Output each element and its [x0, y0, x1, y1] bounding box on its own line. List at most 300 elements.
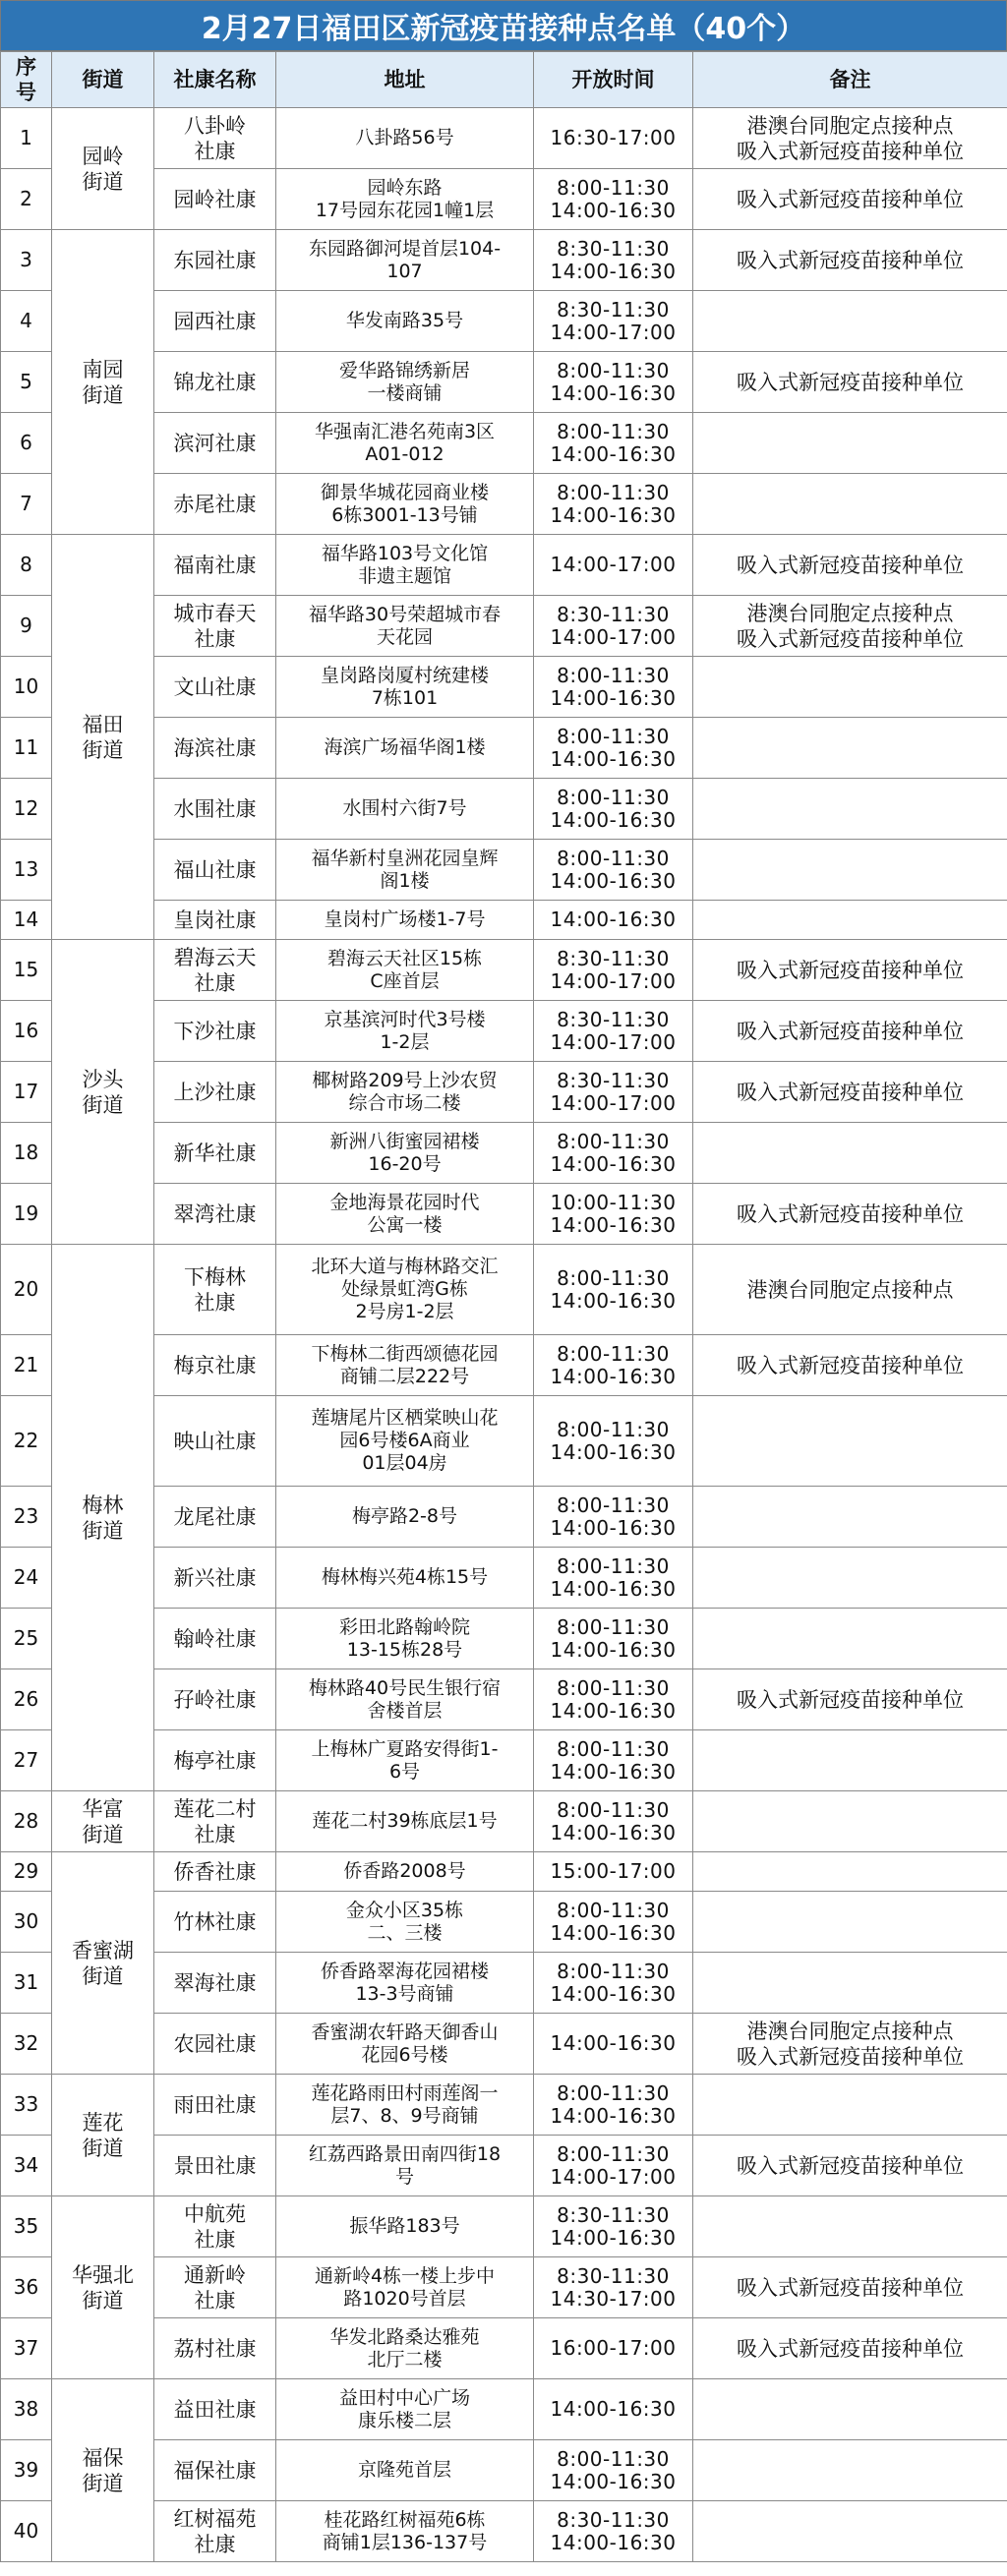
row-index-cell-text: 16	[13, 1019, 39, 1042]
remarks-cell-text: 吸入式新冠疫苗接种单位	[737, 370, 964, 394]
row-index-cell-text: 8	[20, 553, 32, 576]
row-index-cell	[1, 1396, 52, 1487]
street-cell-text: 华富 街道	[82, 1796, 124, 1846]
clinic-name-cell-text: 福山社康	[173, 857, 257, 882]
table-body	[1, 108, 1007, 2562]
clinic-name-cell-text: 园岭社康	[173, 187, 257, 211]
address-cell-text: 华发北路桑达雅苑 北厅二楼	[329, 2325, 480, 2371]
open-time-cell-text: 8:00-11:30 14:00-16:30	[550, 2080, 677, 2128]
clinic-name-cell	[154, 1396, 276, 1487]
clinic-name-cell-text: 龙尾社康	[173, 1504, 257, 1529]
clinic-name-cell-text: 翰岭社康	[173, 1626, 257, 1651]
open-time-cell-text: 8:00-11:30 14:00-16:30	[550, 480, 677, 527]
street-cell-text: 莲花 街道	[82, 2110, 124, 2160]
clinic-name-cell	[154, 169, 276, 230]
address-cell	[276, 2379, 534, 2440]
row-index-cell-text: 5	[20, 370, 32, 393]
clinic-name-cell-text: 下梅林 社康	[184, 1264, 246, 1315]
open-time-cell	[534, 1730, 693, 1791]
open-time-cell-text: 14:00-16:30	[550, 907, 677, 931]
row-index-cell	[1, 840, 52, 901]
remarks-cell	[693, 352, 1007, 413]
remarks-cell-text: 吸入式新冠疫苗接种单位	[737, 248, 964, 272]
remarks-cell-text: 港澳台同胞定点接种点	[746, 1277, 954, 1302]
remarks-cell	[693, 230, 1007, 291]
open-time-cell	[534, 1335, 693, 1396]
row-index-cell	[1, 2014, 52, 2075]
open-time-cell-text: 8:30-11:30 14:00-16:30	[550, 2202, 677, 2250]
clinic-name-cell	[154, 2014, 276, 2075]
open-time-cell-text: 14:00-16:30	[550, 2397, 677, 2421]
address-cell-text: 下梅林二街西颂德花园 商铺二层222号	[311, 1342, 499, 1387]
address-cell	[276, 2318, 534, 2379]
open-time-cell-text: 8:00-11:30 14:00-16:30	[550, 1493, 677, 1540]
clinic-name-cell-text: 下沙社康	[173, 1019, 257, 1043]
open-time-cell-text: 8:00-11:30 14:00-16:30	[550, 1898, 677, 1945]
clinic-name-cell	[154, 1730, 276, 1791]
open-time-cell-text: 8:00-11:30 14:00-16:30	[550, 1614, 677, 1662]
open-time-cell-text: 8:00-11:30 14:00-16:30	[550, 1417, 677, 1464]
row-index-cell-text: 35	[13, 2214, 39, 2238]
row-index-cell	[1, 1062, 52, 1123]
remarks-cell	[693, 1892, 1007, 1953]
open-time-cell-text: 16:30-17:00	[550, 126, 677, 149]
remarks-cell	[693, 2014, 1007, 2075]
remarks-cell	[693, 1609, 1007, 1669]
remarks-cell	[693, 940, 1007, 1001]
row-index-cell	[1, 1791, 52, 1852]
remarks-cell	[693, 840, 1007, 901]
row-index-cell-text: 6	[20, 431, 32, 454]
remarks-cell-text: 吸入式新冠疫苗接种单位	[737, 1201, 964, 1226]
remarks-cell	[693, 413, 1007, 474]
row-index-cell	[1, 2501, 52, 2562]
remarks-cell-text: 吸入式新冠疫苗接种单位	[737, 2275, 964, 2300]
open-time-cell	[534, 779, 693, 840]
address-cell-text: 福华路30号荣超城市春 天花园	[308, 603, 502, 648]
remarks-cell-text: 港澳台同胞定点接种点 吸入式新冠疫苗接种单位	[737, 113, 964, 163]
address-cell	[276, 1669, 534, 1730]
clinic-name-cell	[154, 718, 276, 779]
address-cell	[276, 1001, 534, 1062]
remarks-cell	[693, 2379, 1007, 2440]
row-index-cell-text: 4	[20, 309, 32, 332]
row-index-cell-text: 34	[13, 2153, 39, 2177]
open-time-cell	[534, 474, 693, 535]
clinic-name-cell	[154, 657, 276, 718]
clinic-name-cell	[154, 2379, 276, 2440]
address-cell-text: 通新岭4栋一楼上步中 路1020号首层	[314, 2264, 496, 2310]
row-index-cell-text: 9	[20, 614, 32, 637]
clinic-name-cell-text: 滨河社康	[173, 431, 257, 455]
open-time-cell	[534, 901, 693, 940]
remarks-cell	[693, 901, 1007, 940]
address-cell	[276, 1548, 534, 1609]
open-time-cell	[534, 596, 693, 657]
table-row	[1, 1852, 1007, 1892]
row-index-cell-text: 7	[20, 492, 32, 515]
remarks-cell	[693, 596, 1007, 657]
open-time-cell	[534, 1487, 693, 1548]
row-index-cell	[1, 657, 52, 718]
remarks-cell	[693, 1852, 1007, 1892]
street-cell-text: 福保 街道	[82, 2445, 124, 2495]
clinic-name-cell	[154, 1892, 276, 1953]
remarks-cell	[693, 1123, 1007, 1184]
clinic-name-cell-text: 园西社康	[173, 309, 257, 333]
clinic-name-cell-text: 文山社康	[173, 674, 257, 699]
row-index-cell	[1, 2075, 52, 2136]
clinic-name-cell	[154, 108, 276, 169]
clinic-name-cell-text: 东园社康	[173, 248, 257, 272]
table-row	[1, 535, 1007, 596]
row-index-cell	[1, 1487, 52, 1548]
open-time-cell-text: 8:00-11:30 14:00-16:30	[550, 785, 677, 832]
remarks-cell-text: 吸入式新冠疫苗接种单位	[737, 1019, 964, 1043]
clinic-name-cell	[154, 901, 276, 940]
table-row	[1, 2379, 1007, 2440]
row-index-cell	[1, 940, 52, 1001]
open-time-cell-text: 8:00-11:30 14:00-16:30	[550, 1959, 677, 2006]
clinic-name-cell-text: 农园社康	[173, 2031, 257, 2056]
open-time-cell-text: 8:00-11:30 14:00-16:30	[550, 419, 677, 466]
clinic-name-cell	[154, 1123, 276, 1184]
row-index-cell	[1, 1245, 52, 1335]
address-cell-text: 园岭东路 17号园东花园1幢1层	[315, 176, 495, 221]
remarks-cell	[693, 1396, 1007, 1487]
address-cell	[276, 108, 534, 169]
clinic-name-cell	[154, 352, 276, 413]
clinic-name-cell	[154, 2136, 276, 2196]
address-cell-text: 新洲八街蜜园裙楼 16-20号	[329, 1130, 480, 1175]
row-index-cell	[1, 1001, 52, 1062]
row-index-cell	[1, 413, 52, 474]
address-cell-text: 御景华城花园商业楼 6栋3001-13号铺	[320, 481, 489, 526]
open-time-cell	[534, 291, 693, 352]
open-time-cell	[534, 2257, 693, 2318]
remarks-cell	[693, 1245, 1007, 1335]
address-cell-text: 振华路183号	[349, 2215, 460, 2237]
clinic-name-cell	[154, 1184, 276, 1245]
clinic-name-cell	[154, 1335, 276, 1396]
remarks-cell-text: 吸入式新冠疫苗接种单位	[737, 553, 964, 577]
header-open-time-label: 开放时间	[571, 68, 655, 91]
open-time-cell-text: 8:00-11:30 14:00-16:30	[550, 2446, 677, 2493]
remarks-cell	[693, 169, 1007, 230]
clinic-name-cell	[154, 413, 276, 474]
remarks-cell	[693, 1062, 1007, 1123]
open-time-cell-text: 8:30-11:30 14:00-16:30	[550, 236, 677, 283]
address-cell-text: 皇岗村广场楼1-7号	[324, 908, 486, 930]
address-cell	[276, 230, 534, 291]
row-index-cell-text: 33	[13, 2092, 39, 2116]
remarks-cell	[693, 291, 1007, 352]
row-index-cell-text: 20	[13, 1277, 39, 1301]
vaccination-site-table	[0, 51, 1007, 2562]
row-index-cell-text: 11	[13, 735, 39, 759]
address-cell	[276, 2440, 534, 2501]
open-time-cell-text: 8:00-11:30 14:00-16:30	[550, 175, 677, 222]
open-time-cell	[534, 1123, 693, 1184]
row-index-cell	[1, 1730, 52, 1791]
address-cell	[276, 1335, 534, 1396]
address-cell-text: 碧海云天社区15栋 C座首层	[326, 947, 483, 992]
clinic-name-cell-text: 上沙社康	[173, 1080, 257, 1104]
address-cell	[276, 1184, 534, 1245]
clinic-name-cell	[154, 474, 276, 535]
row-index-cell	[1, 169, 52, 230]
page-title: 2月27日福田区新冠疫苗接种点名单（40个）	[0, 0, 1007, 51]
table-row	[1, 108, 1007, 169]
open-time-cell	[534, 1245, 693, 1335]
address-cell-text: 京基滨河时代3号楼 1-2层	[324, 1008, 486, 1053]
row-index-cell	[1, 1852, 52, 1892]
address-cell-text: 桂花路红树福苑6栋 商铺1层136-137号	[322, 2508, 488, 2553]
clinic-name-cell-text: 梅亭社康	[173, 1748, 257, 1773]
address-cell	[276, 940, 534, 1001]
header-index-label: 序 号	[16, 55, 36, 104]
table-header-row	[1, 52, 1007, 108]
row-index-cell-text: 38	[13, 2397, 39, 2421]
address-cell	[276, 840, 534, 901]
remarks-cell-text: 吸入式新冠疫苗接种单位	[737, 2336, 964, 2361]
header-index	[1, 52, 52, 108]
clinic-name-cell-text: 碧海云天 社康	[173, 945, 257, 995]
open-time-cell	[534, 1062, 693, 1123]
open-time-cell	[534, 1892, 693, 1953]
clinic-name-cell	[154, 291, 276, 352]
row-index-cell	[1, 2257, 52, 2318]
clinic-name-cell-text: 景田社康	[173, 2153, 257, 2178]
address-cell	[276, 1953, 534, 2014]
table-row	[1, 230, 1007, 291]
row-index-cell-text: 40	[13, 2519, 39, 2543]
open-time-cell-text: 8:00-11:30 14:00-17:00	[550, 2141, 677, 2189]
address-cell-text: 侨香路翠海花园裙楼 13-3号商铺	[320, 1960, 489, 2005]
open-time-cell	[534, 230, 693, 291]
clinic-name-cell	[154, 2318, 276, 2379]
clinic-name-cell	[154, 535, 276, 596]
remarks-cell	[693, 474, 1007, 535]
street-cell-text: 香蜜湖 街道	[72, 1938, 134, 1988]
clinic-name-cell	[154, 1001, 276, 1062]
address-cell-text: 香蜜湖农轩路天御香山 花园6号楼	[311, 2020, 499, 2066]
clinic-name-cell	[154, 1548, 276, 1609]
address-cell	[276, 1892, 534, 1953]
open-time-cell-text: 8:00-11:30 14:00-16:30	[550, 1736, 677, 1784]
row-index-cell	[1, 2440, 52, 2501]
remarks-cell	[693, 1730, 1007, 1791]
clinic-name-cell-text: 新兴社康	[173, 1565, 257, 1590]
address-cell	[276, 1487, 534, 1548]
address-cell-text: 梅林梅兴苑4栋15号	[321, 1566, 489, 1588]
clinic-name-cell	[154, 940, 276, 1001]
clinic-name-cell	[154, 2075, 276, 2136]
row-index-cell-text: 27	[13, 1748, 39, 1772]
row-index-cell-text: 13	[13, 857, 39, 881]
clinic-name-cell-text: 孖岭社康	[173, 1687, 257, 1712]
street-cell	[52, 1791, 154, 1852]
clinic-name-cell	[154, 2257, 276, 2318]
remarks-cell	[693, 1184, 1007, 1245]
street-cell-text: 华强北 街道	[72, 2262, 134, 2313]
address-cell	[276, 2196, 534, 2257]
row-index-cell	[1, 779, 52, 840]
address-cell	[276, 352, 534, 413]
open-time-cell	[534, 2136, 693, 2196]
open-time-cell-text: 8:00-11:30 14:00-16:30	[550, 1265, 677, 1313]
clinic-name-cell-text: 福保社康	[173, 2458, 257, 2483]
remarks-cell	[693, 1487, 1007, 1548]
row-index-cell-text: 14	[13, 907, 39, 931]
open-time-cell	[534, 940, 693, 1001]
clinic-name-cell	[154, 779, 276, 840]
row-index-cell-text: 12	[13, 796, 39, 820]
row-index-cell-text: 19	[13, 1201, 39, 1225]
address-cell-text: 福华路103号文化馆 非遗主题馆	[321, 542, 489, 587]
row-index-cell-text: 30	[13, 1909, 39, 1933]
open-time-cell	[534, 1396, 693, 1487]
address-cell	[276, 2075, 534, 2136]
remarks-cell	[693, 1001, 1007, 1062]
address-cell	[276, 2501, 534, 2562]
remarks-cell	[693, 657, 1007, 718]
remarks-cell	[693, 1791, 1007, 1852]
open-time-cell	[534, 2318, 693, 2379]
clinic-name-cell-text: 赤尾社康	[173, 492, 257, 516]
remarks-cell-text: 吸入式新冠疫苗接种单位	[737, 958, 964, 982]
row-index-cell	[1, 1548, 52, 1609]
remarks-cell-text: 吸入式新冠疫苗接种单位	[737, 1080, 964, 1104]
row-index-cell	[1, 535, 52, 596]
row-index-cell-text: 17	[13, 1080, 39, 1103]
clinic-name-cell-text: 锦龙社康	[173, 370, 257, 394]
clinic-name-cell	[154, 1791, 276, 1852]
address-cell	[276, 1245, 534, 1335]
clinic-name-cell	[154, 1245, 276, 1335]
open-time-cell-text: 8:30-11:30 14:30-17:00	[550, 2263, 677, 2311]
address-cell-text: 海滨广场福华阁1楼	[324, 736, 486, 758]
open-time-cell-text: 8:00-11:30 14:00-16:30	[550, 663, 677, 710]
open-time-cell-text: 15:00-17:00	[550, 1859, 677, 1883]
row-index-cell	[1, 1123, 52, 1184]
header-address	[276, 52, 534, 108]
row-index-cell	[1, 2136, 52, 2196]
open-time-cell	[534, 2379, 693, 2440]
row-index-cell-text: 2	[20, 187, 32, 210]
clinic-name-cell-text: 益田社康	[173, 2397, 257, 2422]
clinic-name-cell	[154, 230, 276, 291]
row-index-cell-text: 23	[13, 1504, 39, 1528]
open-time-cell-text: 8:30-11:30 14:00-17:00	[550, 297, 677, 344]
table-row	[1, 2196, 1007, 2257]
row-index-cell	[1, 901, 52, 940]
clinic-name-cell	[154, 1062, 276, 1123]
open-time-cell	[534, 1609, 693, 1669]
open-time-cell-text: 14:00-17:00	[550, 553, 677, 576]
address-cell-text: 爱华路锦绣新居 一楼商铺	[338, 359, 470, 404]
clinic-name-cell	[154, 1852, 276, 1892]
address-cell	[276, 291, 534, 352]
row-index-cell	[1, 2196, 52, 2257]
address-cell-text: 水围村六街7号	[342, 797, 467, 819]
clinic-name-cell	[154, 2440, 276, 2501]
clinic-name-cell	[154, 1669, 276, 1730]
table-row	[1, 2075, 1007, 2136]
row-index-cell	[1, 718, 52, 779]
header-street	[52, 52, 154, 108]
open-time-cell	[534, 352, 693, 413]
clinic-name-cell-text: 荔村社康	[173, 2336, 257, 2361]
row-index-cell	[1, 1609, 52, 1669]
clinic-name-cell	[154, 1487, 276, 1548]
table-row	[1, 1245, 1007, 1335]
remarks-cell-text: 吸入式新冠疫苗接种单位	[737, 1353, 964, 1377]
address-cell	[276, 474, 534, 535]
open-time-cell	[534, 718, 693, 779]
remarks-cell	[693, 1953, 1007, 2014]
address-cell	[276, 596, 534, 657]
open-time-cell-text: 16:00-17:00	[550, 2336, 677, 2360]
address-cell-text: 福华新村皇洲花园皇辉 阁1楼	[311, 847, 499, 892]
street-cell-text: 南园 街道	[82, 357, 124, 407]
address-cell	[276, 718, 534, 779]
remarks-cell	[693, 2196, 1007, 2257]
header-open-time	[534, 52, 693, 108]
address-cell-text: 椰树路209号上沙农贸 综合市场二楼	[312, 1069, 498, 1114]
row-index-cell-text: 32	[13, 2031, 39, 2055]
header-clinic-name	[154, 52, 276, 108]
address-cell	[276, 901, 534, 940]
row-index-cell-text: 28	[13, 1809, 39, 1833]
open-time-cell	[534, 108, 693, 169]
row-index-cell	[1, 474, 52, 535]
address-cell	[276, 657, 534, 718]
header-remarks	[693, 52, 1007, 108]
open-time-cell-text: 8:00-11:30 14:00-16:30	[550, 1675, 677, 1723]
clinic-name-cell-text: 八卦岭 社康	[184, 113, 246, 163]
street-cell	[52, 1245, 154, 1791]
row-index-cell	[1, 596, 52, 657]
open-time-cell-text: 8:30-11:30 14:00-17:00	[550, 1007, 677, 1054]
remarks-cell	[693, 2318, 1007, 2379]
row-index-cell	[1, 1669, 52, 1730]
street-cell	[52, 940, 154, 1245]
street-cell-text: 园岭 街道	[82, 144, 124, 194]
open-time-cell-text: 8:00-11:30 14:00-16:30	[550, 1797, 677, 1844]
open-time-cell-text: 10:00-11:30 14:00-16:30	[550, 1190, 677, 1237]
row-index-cell	[1, 352, 52, 413]
address-cell-text: 北环大道与梅林路交汇 处绿景虹湾G栋 2号房1-2层	[311, 1256, 499, 1322]
address-cell-text: 侨香路2008号	[343, 1860, 466, 1882]
clinic-name-cell	[154, 840, 276, 901]
street-cell	[52, 2196, 154, 2379]
clinic-name-cell-text: 城市春天 社康	[173, 601, 257, 651]
header-clinic-name-label: 社康名称	[173, 68, 257, 91]
open-time-cell	[534, 2075, 693, 2136]
remarks-cell	[693, 2257, 1007, 2318]
remarks-cell	[693, 2075, 1007, 2136]
clinic-name-cell-text: 皇岗社康	[173, 907, 257, 932]
open-time-cell-text: 8:00-11:30 14:00-16:30	[550, 358, 677, 405]
address-cell-text: 八卦路56号	[355, 127, 454, 148]
remarks-cell	[693, 2501, 1007, 2562]
row-index-cell	[1, 1953, 52, 2014]
row-index-cell	[1, 108, 52, 169]
address-cell-text: 京隆苑首层	[357, 2459, 451, 2481]
open-time-cell	[534, 657, 693, 718]
clinic-name-cell	[154, 596, 276, 657]
